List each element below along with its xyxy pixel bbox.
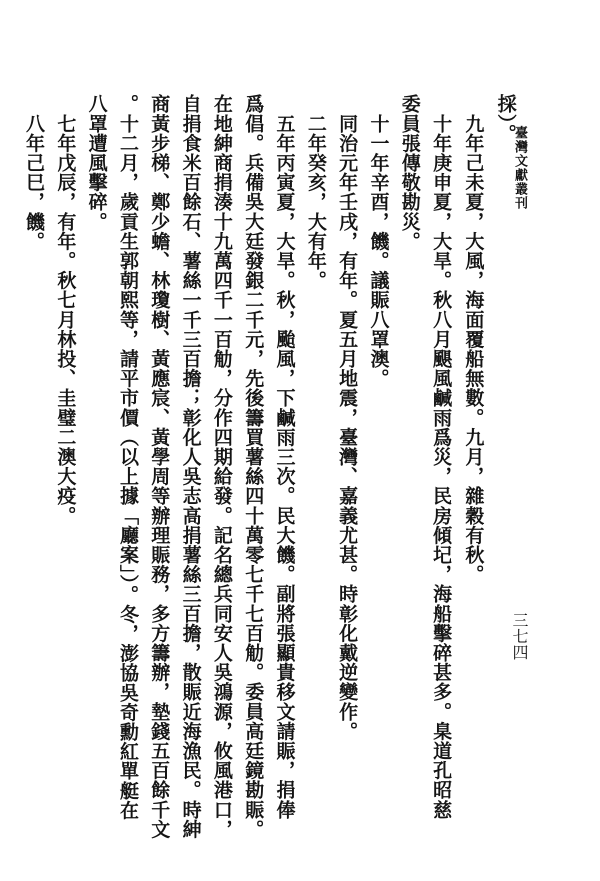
text-column-15: 七年戊辰，有年。秋七月林投、圭璧二澳大疫。 <box>54 94 77 526</box>
text-column-2: 九年己未夏，大風，海面覆船無數。九月，雜穀有秋。 <box>462 94 485 584</box>
text-column-3: 十年庚申夏，大旱。秋八月颶風鹹雨爲災，民房傾圮，海船擊碎甚多。臬道孔昭慈 <box>430 94 453 820</box>
text-column-16: 八年己巳，饑。 <box>23 94 45 251</box>
page-number: 三七四 <box>510 612 529 660</box>
text-column-14: 八罩遭風擊碎。 <box>85 94 108 232</box>
text-column-8: 五年丙寅夏，大旱。秋，颱風，下鹹雨三次。民大饑。副將張顯貴移文請賑，捐俸 <box>273 94 296 820</box>
text-column-6: 同治元年壬戌，有年。夏五月地震，臺灣、嘉義尤甚。時彰化戴逆變作。 <box>336 94 359 741</box>
text-column-9: 爲倡。兵備吳大廷發銀二千元，先後籌買薯絲四十萬零七千七百觔。委員高廷鏡勘賑。 <box>242 94 265 839</box>
text-column-1: 採）。 <box>494 94 517 144</box>
text-column-13: 。十二月，歲貢生郭朝熙等，請平市價（以上據「廳案」）。冬，澎協吳奇勳紅單艇在 <box>116 94 139 820</box>
text-column-11: 自捐食米百餘石、薯絲一千三百擔；彰化人吳志高捐薯絲三百擔，散賑近海漁民。時紳 <box>179 94 202 839</box>
text-column-4: 委員張傳敬勘災。 <box>398 94 421 251</box>
text-column-10: 在地紳商捐湊十九萬四千一百觔，分作四期給發。記名總兵同安人吳鴻源，攸風港口， <box>210 94 233 839</box>
text-column-5: 十一年辛酉，饑。議賑八罩澳。 <box>367 94 390 388</box>
text-column-7: 二年癸亥，大有年。 <box>304 94 327 290</box>
text-column-12: 商黃步梯、鄭少蟾、林瓊樹、黃應宸、黃學周等辦理賑務，多方籌辦，墊錢五百餘千文 <box>148 94 171 839</box>
running-title: 臺灣文獻叢刊 <box>512 126 527 210</box>
